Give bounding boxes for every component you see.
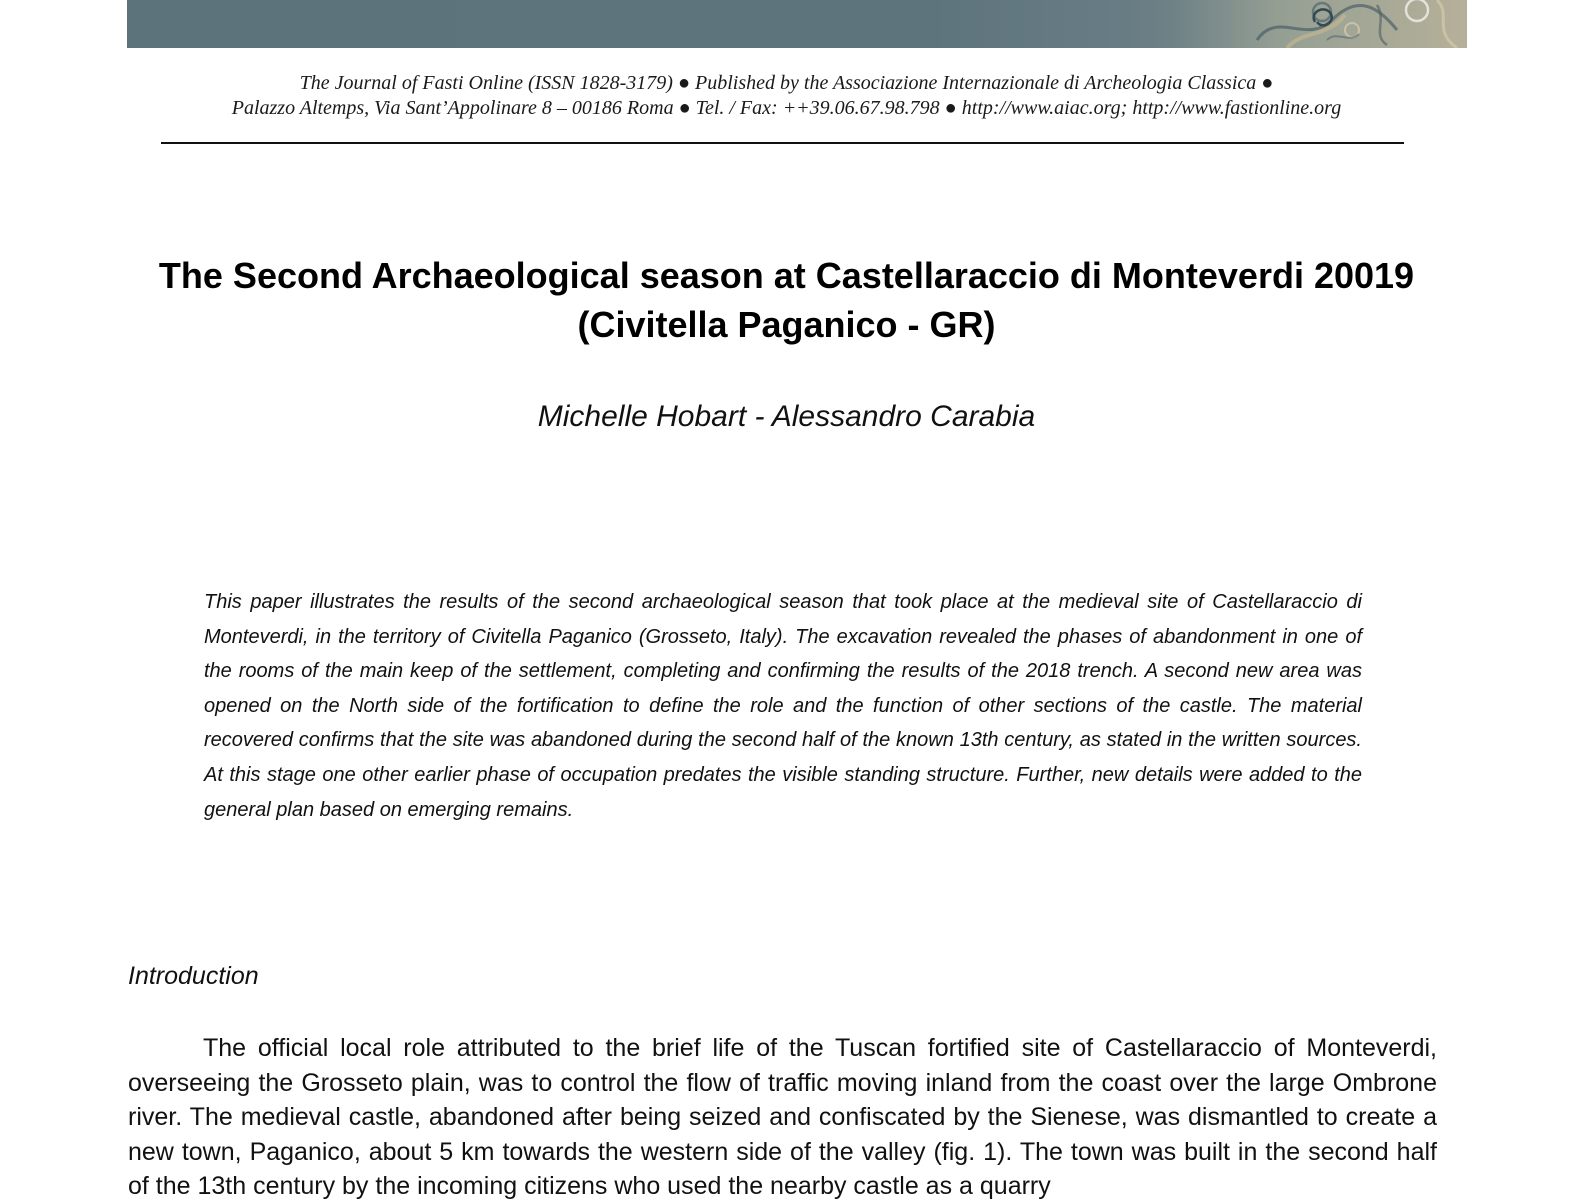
article-authors: Michelle Hobart - Alessandro Carabia <box>537 400 1036 433</box>
header-divider <box>161 142 1404 144</box>
article-abstract: This paper illustrates the results of the second archaeological season that took place at the medieval site of Castellaraccio di Monteverdi, in the territory of Civitella Paganico (Grosseto, Italy). The excavation revealed the phases of abandonment in one of the rooms of the main keep of the settlement, completing and confirming the results of the 2018 trench. A second new area was opened on the North side of the fortification to define the role and the function of other sections of the castle. The material recovered confirms that the site was abandoned during the second half of the known 13th century, as stated in the written sources. At this stage one other earlier phase of occupation predates the visible standing structure. Further, new details were added to the general plan based on emerging remains. <box>204 591 1362 821</box>
journal-info-line-2: Palazzo Altemps, Via Sant’Appolinare 8 – 00186 Roma ● Tel. / Fax: ++39.06.67.98.798 ● http://www.aiac.org; http://www.fastionline.org <box>231 97 1342 119</box>
journal-info-line-1: The Journal of Fasti Online (ISSN 1828-3179) ● Published by the Associazione Internazionale di Archeologia Classica ● <box>299 72 1274 94</box>
journal-banner <box>127 0 1467 48</box>
body-paragraph: The official local role attributed to the brief life of the Tuscan fortified site of Castellaraccio of Monteverdi, overseeing the Grosseto plain, was to control the flow of traffic moving inland from the coast over the large Ombrone river. The medieval castle, abandoned after being seized and confiscated by the Sienese, was dismantled to create a new town, Paganico, about 5 km towards the western side of the valley (fig. 1). The town was built in the second half of the 13th century by the incoming citizens who used the nearby castle as a quarry <box>128 1034 1437 1200</box>
section-heading-introduction: Introduction <box>128 962 259 990</box>
article-title-line-1: The Second Archaeological season at Castellaraccio di Monteverdi 20019 <box>158 255 1415 296</box>
article-title <box>0 251 1573 349</box>
mosaic-ornament-icon <box>1087 0 1467 48</box>
article-title-line-2: (Civitella Paganico - GR) <box>577 304 996 345</box>
